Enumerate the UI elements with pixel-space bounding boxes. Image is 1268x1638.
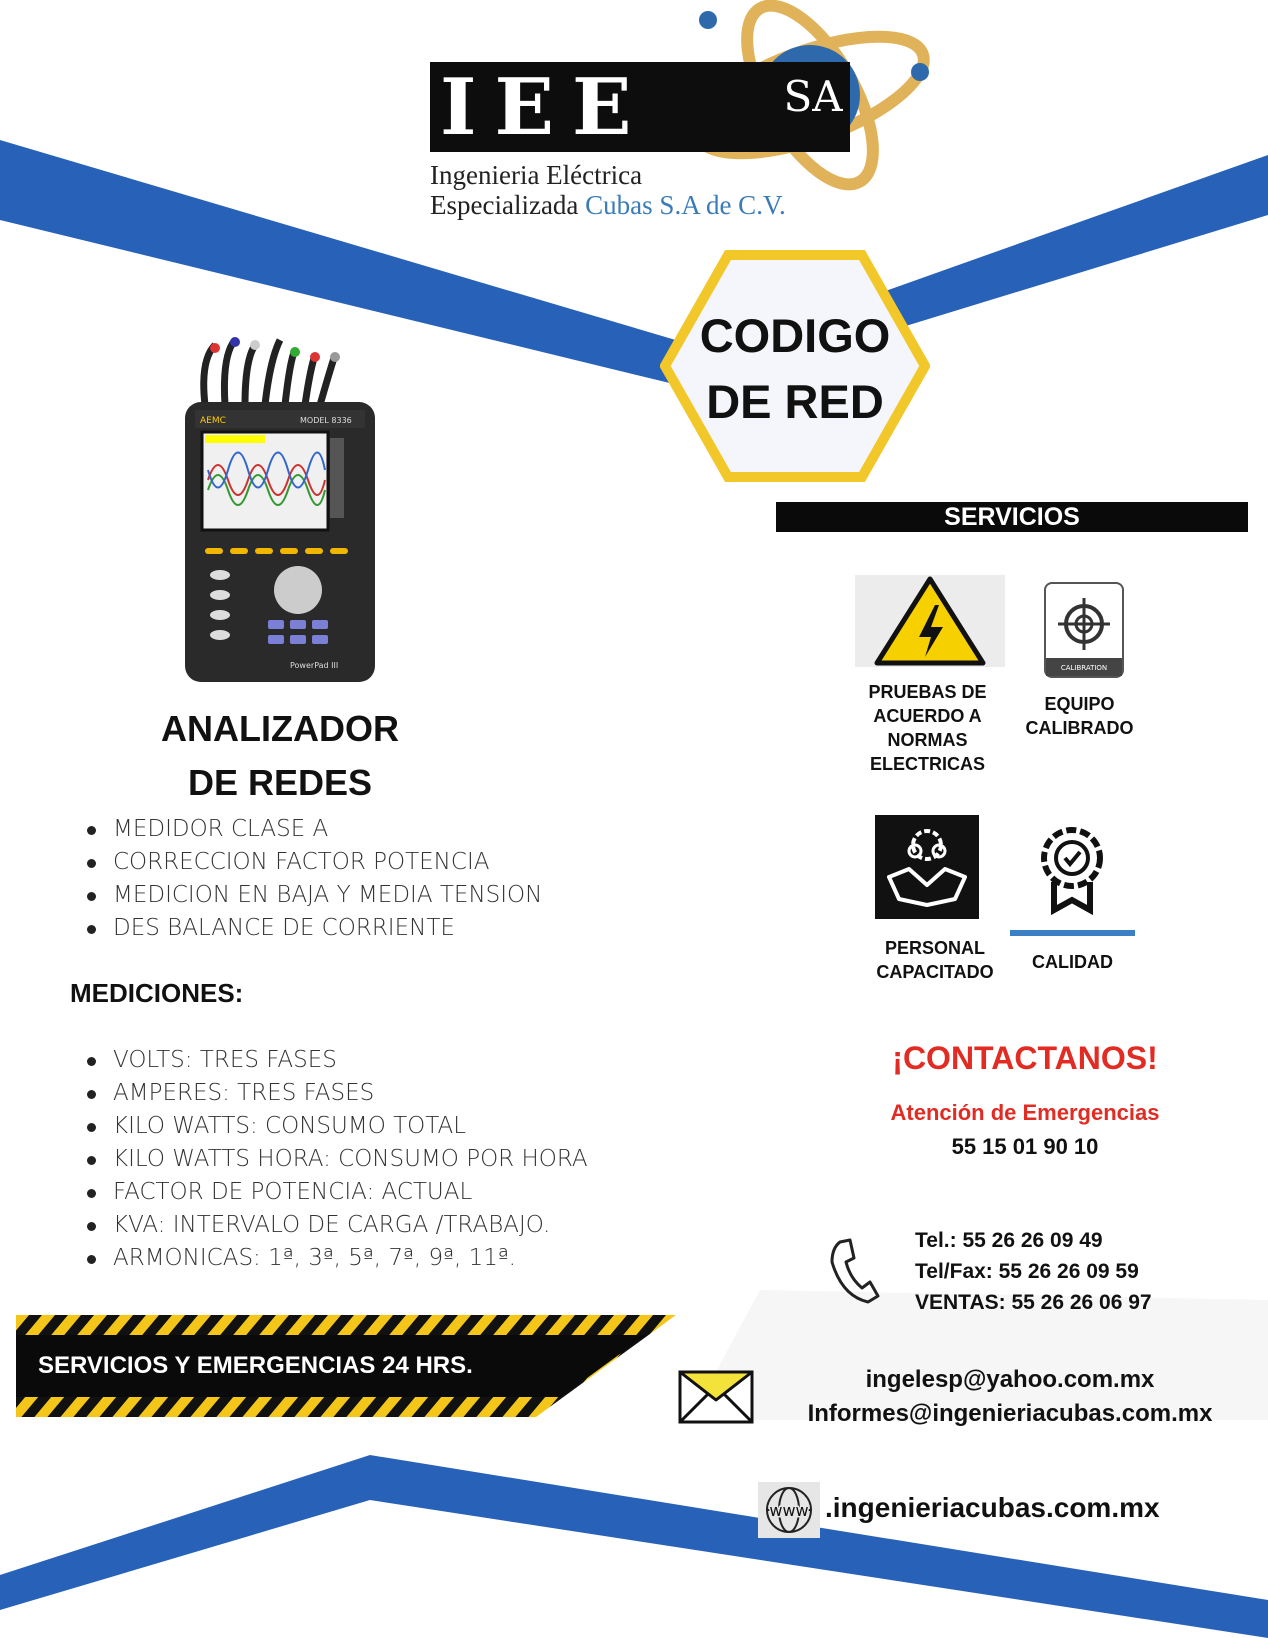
feature-list [85,813,542,945]
phone-telfax[interactable]: Tel/Fax: 55 26 26 09 59 [915,1260,1139,1283]
logo-line2-a: Especializada [430,190,579,220]
team-handshake-icon [875,815,979,919]
caption-line: ACUERDO A [873,706,982,726]
mediciones-list [85,1044,588,1275]
emergency-banner-text: SERVICIOS Y EMERGENCIAS 24 HRS. [38,1352,473,1379]
company-logo [420,0,940,240]
medicion-item: VOLTS: TRES FASES [85,1044,588,1077]
globe-www-icon [758,1482,820,1538]
service-caption-pruebas [850,680,1005,776]
caption-line: PRUEBAS DE [868,682,987,702]
medicion-item: KILO WATTS HORA: CONSUMO POR HORA [85,1143,588,1176]
feature-item: MEDIDOR CLASE A [85,813,542,846]
power-analyzer-image [150,330,410,690]
www-text: www [769,1501,809,1520]
logo-line2 [430,190,786,221]
contact-heading: ¡CONTACTANOS! [892,1040,1158,1076]
caption-line: PERSONAL [884,938,985,958]
caption-line: CALIDAD [1032,952,1113,972]
logo-line2-b: Cubas [585,190,653,220]
high-voltage-warning-icon [855,575,1005,667]
feature-item: CORRECCION FACTOR POTENCIA [85,846,542,879]
calibration-target-icon [1044,582,1124,678]
logo-line1: Ingenieria Eléctrica [430,160,643,190]
phone-ventas[interactable]: VENTAS: 55 26 26 06 97 [915,1291,1152,1314]
caption-line: ELECTRICAS [869,754,985,774]
codigo-de-red-hexagon [660,250,930,482]
email-informes[interactable]: Informes@ingenieriacubas.com.mx [807,1400,1213,1427]
medicion-item: KILO WATTS: CONSUMO TOTAL [85,1110,588,1143]
service-caption-calidad [1005,950,1140,974]
emergency-label: Atención de Emergencias [890,1100,1160,1125]
product-title-line2: DE REDES [187,762,373,803]
caption-line: EQUIPO [1044,694,1115,714]
medicion-item: AMPERES: TRES FASES [85,1077,588,1110]
device-name: PowerPad III [290,661,339,670]
quality-award-icon [1010,818,1135,938]
service-caption-personal [860,936,1010,984]
phone-icon [828,1238,880,1306]
phone-tel[interactable]: Tel.: 55 26 26 09 49 [915,1229,1103,1252]
website-link[interactable]: .ingenieriacubas.com.mx [825,1492,1160,1523]
logo-badge: SA [783,72,843,121]
product-title-line1: ANALIZADOR [161,708,399,749]
servicios-header: SERVICIOS [776,502,1248,532]
mediciones-heading: MEDICIONES: [70,978,244,1008]
caption-line: CAPACITADO [876,962,994,982]
hex-title-line1: CODIGO [699,309,891,362]
medicion-item: ARMONICAS: 1ª, 3ª, 5ª, 7ª, 9ª, 11ª. [85,1242,588,1275]
emergency-number[interactable]: 55 15 01 90 10 [951,1134,1099,1159]
hex-title-line2: DE RED [706,375,884,428]
service-caption-calibrado [1012,692,1147,740]
envelope-icon [678,1370,754,1424]
device-model: MODEL 8336 [300,416,352,425]
caption-line: NORMAS [887,730,968,750]
logo-letters: IEE [440,62,650,153]
caption-line: CALIBRADO [1025,718,1134,738]
medicion-item: FACTOR DE POTENCIA: ACTUAL [85,1176,588,1209]
email-yahoo[interactable]: ingelesp@yahoo.com.mx [865,1366,1155,1393]
feature-item: MEDICION EN BAJA Y MEDIA TENSION [85,879,542,912]
calibration-badge-text: CALIBRATION [1060,664,1108,672]
feature-item: DES BALANCE DE CORRIENTE [85,912,542,945]
hexagon-shape [660,250,930,482]
device-brand: AEMC [200,416,226,426]
medicion-item: KVA: INTERVALO DE CARGA /TRABAJO. [85,1209,588,1242]
logo-line2-c: S.A de C.V. [659,190,786,220]
